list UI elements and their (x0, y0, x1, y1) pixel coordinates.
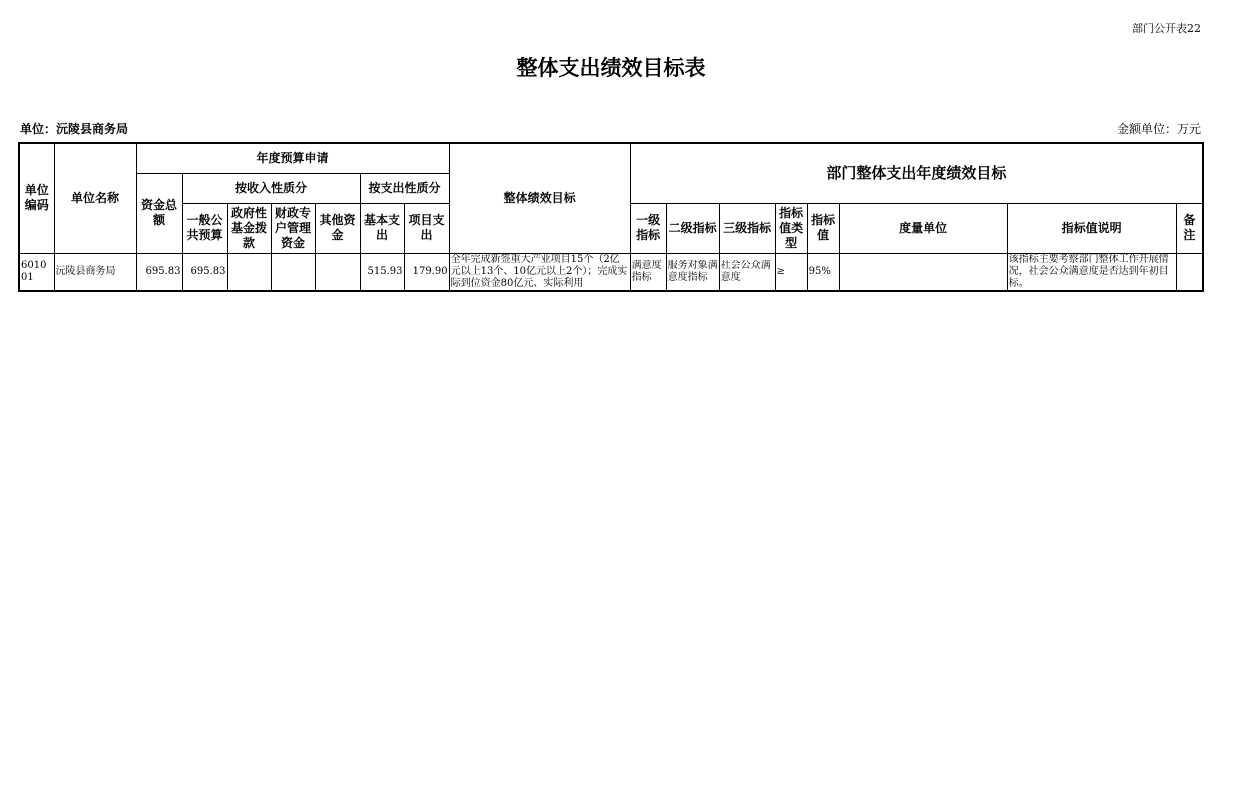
amount-unit-label: 金额单位：万元 (1116, 122, 1201, 136)
header-dept-goal: 部门整体支出年度绩效目标 (630, 143, 1203, 203)
table-row (19, 253, 1203, 291)
cell-value-type: ≥ (775, 253, 807, 291)
unit-label: 单位：沅陵县商务局 (20, 122, 129, 136)
header-remarks: 备注 (1176, 203, 1203, 253)
document-title: 整体支出绩效目标表 (516, 56, 706, 80)
cell-basic-expense: 515.93 (360, 253, 404, 291)
header-indicator-desc: 指标值说明 (1007, 203, 1176, 253)
header-by-income: 按收入性质分 (182, 173, 360, 203)
cell-total-funds: 695.83 (136, 253, 182, 291)
cell-overall-goal: 全年完成新签重大产业项目15个（2亿元以上13个、10亿元以上2个）；完成实际到位资金80亿元、实际利用 (449, 253, 630, 291)
cell-level3: 社会公众满意度 (719, 253, 775, 291)
header-overall-goal: 整体绩效目标 (449, 143, 630, 253)
header-by-expense: 按支出性质分 (360, 173, 449, 203)
header-unit-name: 单位名称 (54, 143, 136, 253)
header-indicator-value: 指标值 (807, 203, 839, 253)
cell-measure-unit (839, 253, 1007, 291)
header-basic-expense: 基本支出 (360, 203, 404, 253)
header-other-funds: 其他资金 (315, 203, 360, 253)
cell-remarks (1176, 253, 1203, 291)
cell-unit-name: 沅陵县商务局 (54, 253, 136, 291)
cell-indicator-value: 95% (807, 253, 839, 291)
header-total-funds: 资金总额 (136, 173, 182, 253)
header-value-type: 指标值类型 (775, 203, 807, 253)
cell-level1: 满意度指标 (630, 253, 666, 291)
performance-goal-table (18, 142, 1204, 292)
cell-other-funds (315, 253, 360, 291)
cell-level2: 服务对象满意度指标 (666, 253, 719, 291)
header-measure-unit: 度量单位 (839, 203, 1007, 253)
header-unit-code: 单位编码 (19, 143, 54, 253)
cell-general-budget: 695.83 (182, 253, 227, 291)
cell-unit-code: 601001 (19, 253, 54, 291)
header-fiscal-special: 财政专户管理资金 (271, 203, 315, 253)
cell-indicator-desc: 该指标主要考察部门整体工作开展情况，社会公众满意度是否达到年初目标。 (1007, 253, 1176, 291)
header-level2: 二级指标 (666, 203, 719, 253)
header-project-expense: 项目支出 (404, 203, 449, 253)
header-annual-budget: 年度预算申请 (136, 143, 449, 173)
header-level1: 一级指标 (630, 203, 666, 253)
header-gov-fund: 政府性基金拨款 (227, 203, 271, 253)
page-number-tag: 部门公开表22 (1132, 22, 1201, 35)
header-general-budget: 一般公共预算 (182, 203, 227, 253)
cell-fiscal-special (271, 253, 315, 291)
cell-project-expense: 179.90 (404, 253, 449, 291)
cell-gov-fund (227, 253, 271, 291)
header-level3: 三级指标 (719, 203, 775, 253)
